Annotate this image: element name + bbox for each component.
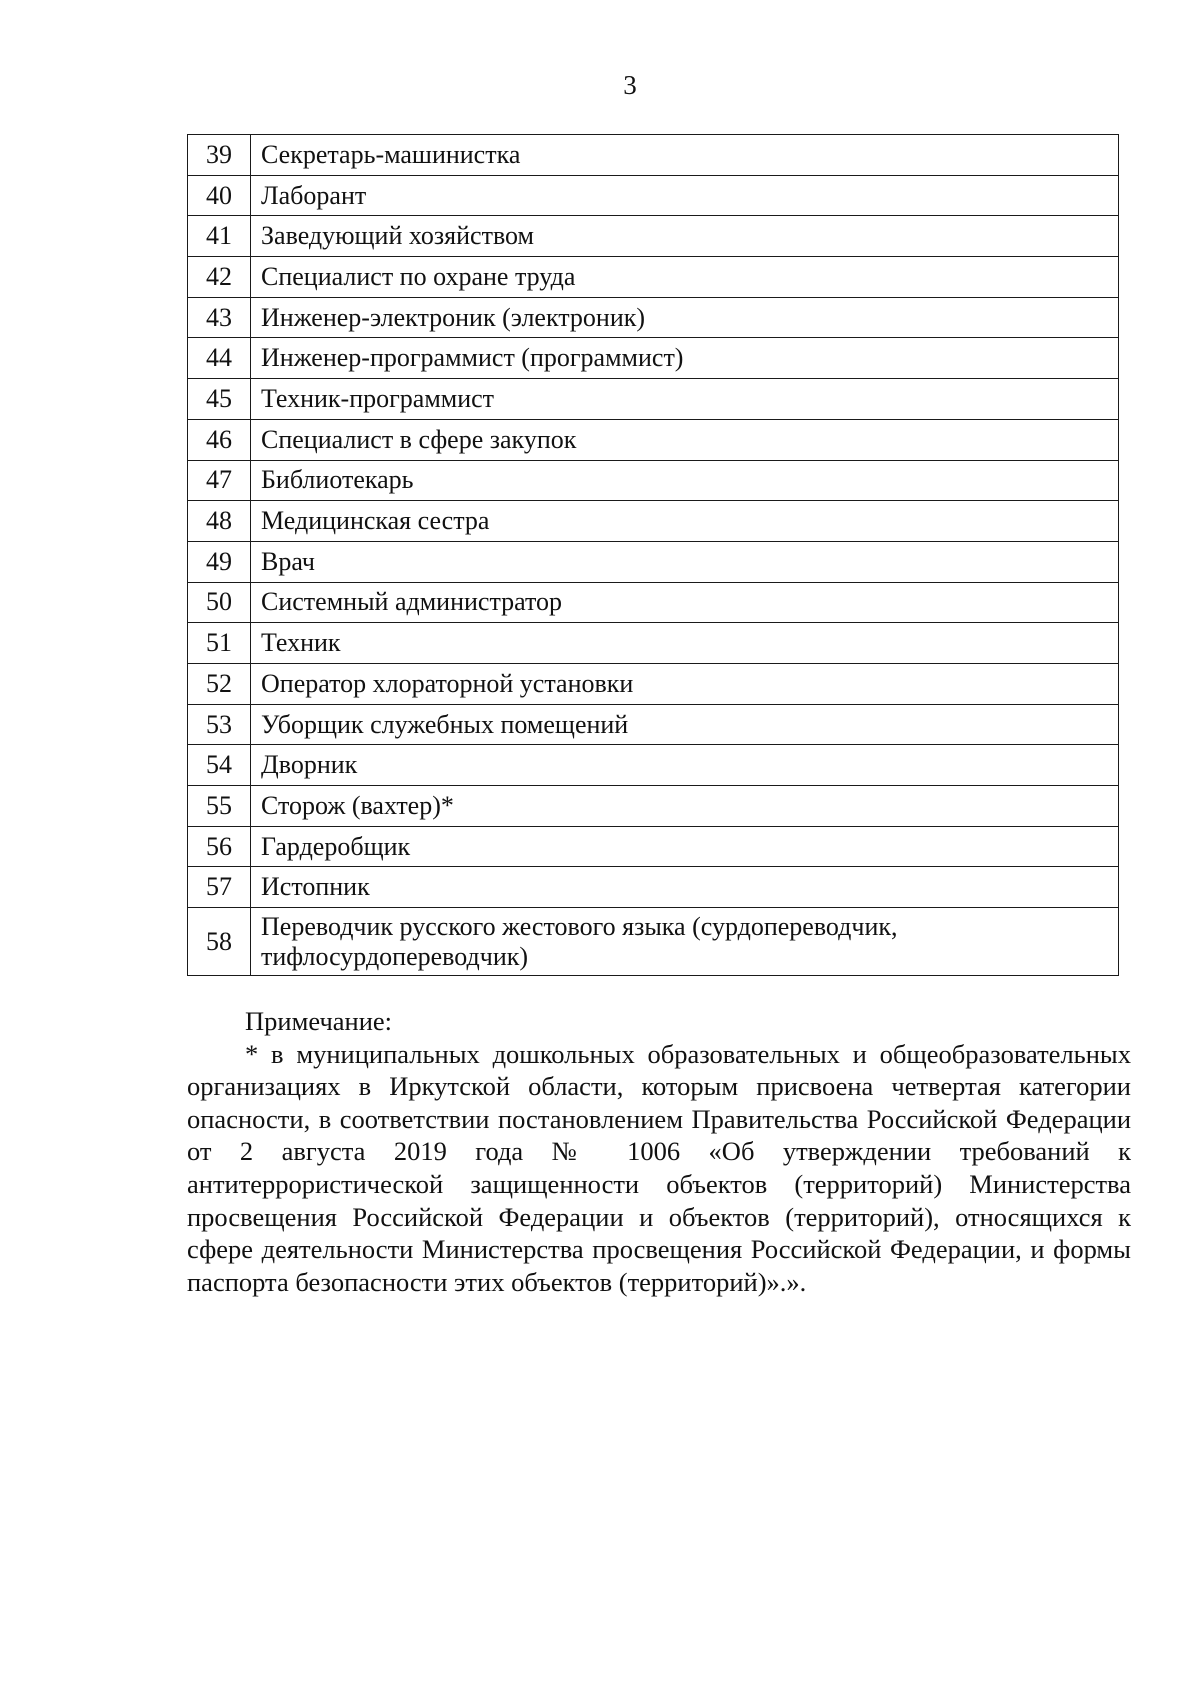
table-row — [188, 135, 1119, 176]
row-number: 41 — [188, 216, 251, 257]
row-number: 43 — [188, 297, 251, 338]
page-number: 3 — [623, 70, 637, 100]
position-name: Врач — [251, 541, 1119, 582]
table-row — [188, 541, 1119, 582]
position-name: Сторож (вахтер)* — [251, 786, 1119, 827]
table-row — [188, 582, 1119, 623]
row-number: 50 — [188, 582, 251, 623]
table-row — [188, 297, 1119, 338]
position-name: Инженер-программист (программист) — [251, 338, 1119, 379]
position-name: Специалист по охране труда — [251, 257, 1119, 298]
table-row — [188, 704, 1119, 745]
position-name: Библиотекарь — [251, 460, 1119, 501]
table-row — [188, 663, 1119, 704]
position-name: Медицинская сестра — [251, 501, 1119, 542]
position-name: Специалист в сфере закупок — [251, 419, 1119, 460]
table-row — [188, 623, 1119, 664]
table-row — [188, 419, 1119, 460]
position-name: Заведующий хозяйством — [251, 216, 1119, 257]
row-number: 57 — [188, 867, 251, 908]
position-name: Секретарь-машинистка — [251, 135, 1119, 176]
row-number: 40 — [188, 175, 251, 216]
table-row — [188, 460, 1119, 501]
row-number: 39 — [188, 135, 251, 176]
table-row — [188, 826, 1119, 867]
position-name: Инженер-электроник (электроник) — [251, 297, 1119, 338]
table-row — [188, 379, 1119, 420]
position-name: Истопник — [251, 867, 1119, 908]
table-row — [188, 501, 1119, 542]
row-number: 45 — [188, 379, 251, 420]
position-name: Уборщик служебных помещений — [251, 704, 1119, 745]
position-name: Техник — [251, 623, 1119, 664]
row-number: 48 — [188, 501, 251, 542]
position-name: Переводчик русского жестового языка (сурдопереводчик, тифлосурдопереводчик) — [251, 908, 1119, 976]
note-body: * в муниципальных дошкольных образовательных и общеобразовательных организациях в Иркутской области, которым присвоена четвертая категории опасности, в соответствии постановлением Правительства Российской Федерации от 2 августа 2019 года № 1006 «Об утверждении требований к антитеррористической защищенности объектов (территорий) Министерства просвещения Российской Федерации и объектов (территорий), относящихся к сфере деятельности Министерства просвещения Российской Федерации, и формы паспорта безопасности этих объектов (территорий)».». — [187, 1038, 1131, 1297]
table-row — [188, 867, 1119, 908]
row-number: 42 — [188, 257, 251, 298]
table-row — [188, 338, 1119, 379]
positions-table — [187, 134, 1119, 976]
table-row — [188, 216, 1119, 257]
row-number: 49 — [188, 541, 251, 582]
row-number: 51 — [188, 623, 251, 664]
position-name: Техник-программист — [251, 379, 1119, 420]
row-number: 46 — [188, 419, 251, 460]
table-row — [188, 786, 1119, 827]
row-number: 52 — [188, 663, 251, 704]
row-number: 54 — [188, 745, 251, 786]
row-number: 47 — [188, 460, 251, 501]
note-title: Примечание: — [245, 1006, 393, 1036]
note-section — [187, 1005, 1131, 1298]
row-number: 55 — [188, 786, 251, 827]
position-name: Дворник — [251, 745, 1119, 786]
table-row — [188, 175, 1119, 216]
row-number: 44 — [188, 338, 251, 379]
position-name: Гардеробщик — [251, 826, 1119, 867]
position-name: Лаборант — [251, 175, 1119, 216]
row-number: 58 — [188, 908, 251, 976]
table-row — [188, 257, 1119, 298]
row-number: 53 — [188, 704, 251, 745]
row-number: 56 — [188, 826, 251, 867]
table-row — [188, 745, 1119, 786]
table-row — [188, 908, 1119, 976]
position-name: Системный администратор — [251, 582, 1119, 623]
position-name: Оператор хлораторной установки — [251, 663, 1119, 704]
